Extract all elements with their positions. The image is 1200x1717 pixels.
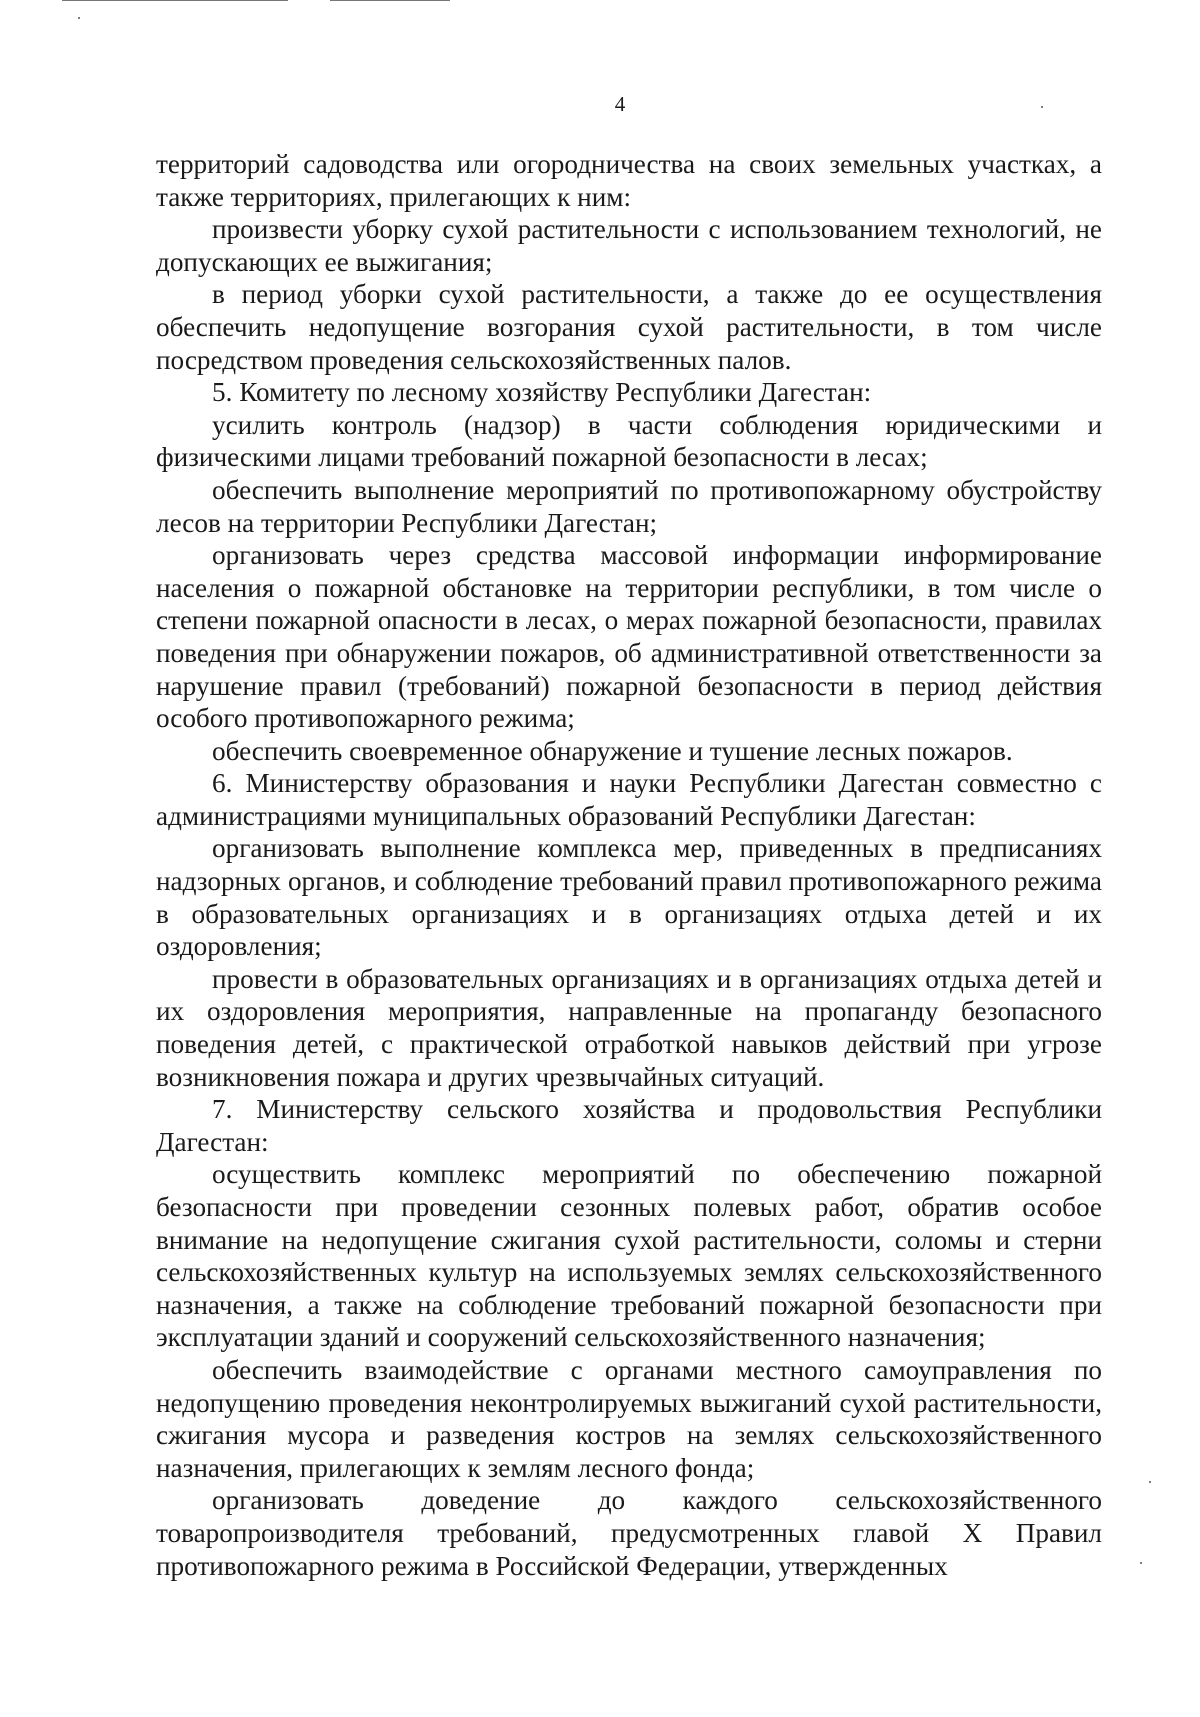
section-heading-item-7: 7. Министерству сельского хозяйства и продовольствия Республики Дагестан: (156, 1094, 1102, 1157)
paragraph: произвести уборку сухой растительности с использованием технологий, не допускающих ее выжигания; (156, 214, 1102, 277)
scan-speck (1140, 1562, 1142, 1564)
paragraph: организовать доведение до каждого сельскохозяйственного товаропроизводителя требований, предусмотренных главой X Правил противопожарного режима в Российской Федерации, утвержденных (156, 1485, 1102, 1581)
scan-edge-line-right (330, 0, 450, 1)
paragraph: организовать через средства массовой информации информирование населения о пожарной обстановке на территории республики, в том числе о степени пожарной опасности в лесах, о мерах пожарной безопасности, правилах поведения при обнаружении пожаров, об административной ответственности за нарушение правил (требований) пожарной безопасности в период действия особого противопожарного режима; (156, 540, 1102, 734)
paragraph: организовать выполнение комплекса мер, приведенных в предписаниях надзорных органов, и соблюдение требований правил противопожарного режима в образовательных организациях и в организациях отдыха детей и их оздоровления; (156, 833, 1102, 962)
document-body (156, 148, 1102, 1582)
paragraph: обеспечить своевременное обнаружение и тушение лесных пожаров. (212, 735, 1013, 766)
section-heading-item-5: 5. Комитету по лесному хозяйству Республики Дагестан: (212, 377, 872, 408)
section-heading-item-6: 6. Министерству образования и науки Республики Дагестан совместно с администрациями муниципальных образований Республики Дагестан: (156, 768, 1102, 831)
paragraph: в период уборки сухой растительности, а также до ее осуществления обеспечить недопущение возгорания сухой растительности, в том числе посредством проведения сельскохозяйственных палов. (156, 279, 1102, 375)
page-number: 4 (614, 92, 626, 116)
paragraph: осуществить комплекс мероприятий по обеспечению пожарной безопасности при проведении сезонных полевых работ, обратив особое внимание на недопущение сжигания сухой растительности, соломы и стерни сельскохозяйственных культур на используемых землях сельскохозяйственного назначения, а также на соблюдение требований пожарной безопасности при эксплуатации зданий и сооружений сельскохозяйственного назначения; (156, 1159, 1102, 1353)
paragraph: территорий садоводства или огородничества на своих земельных участках, а также территориях, прилегающих к ним: (156, 149, 1102, 212)
scan-speck (1149, 1481, 1151, 1483)
scan-speck (78, 17, 80, 19)
scan-edge-line-left (62, 0, 288, 1)
paragraph: провести в образовательных организациях и в организациях отдыха детей и их оздоровления мероприятия, направленные на пропаганду безопасного поведения детей, с практической отработкой навыков действий при угрозе возникновения пожара и других чрезвычайных ситуаций. (156, 963, 1102, 1092)
paragraph: обеспечить взаимодействие с органами местного самоуправления по недопущению проведения неконтролируемых выжиганий сухой растительности, сжигания мусора и разведения костров на землях сельскохозяйственного назначения, прилегающих к землям лесного фонда; (156, 1354, 1102, 1483)
paragraph: усилить контроль (надзор) в части соблюдения юридическими и физическими лицами требований пожарной безопасности в лесах; (156, 409, 1102, 473)
paragraph: обеспечить выполнение мероприятий по противопожарному обустройству лесов на территории Республики Дагестан; (156, 474, 1102, 538)
